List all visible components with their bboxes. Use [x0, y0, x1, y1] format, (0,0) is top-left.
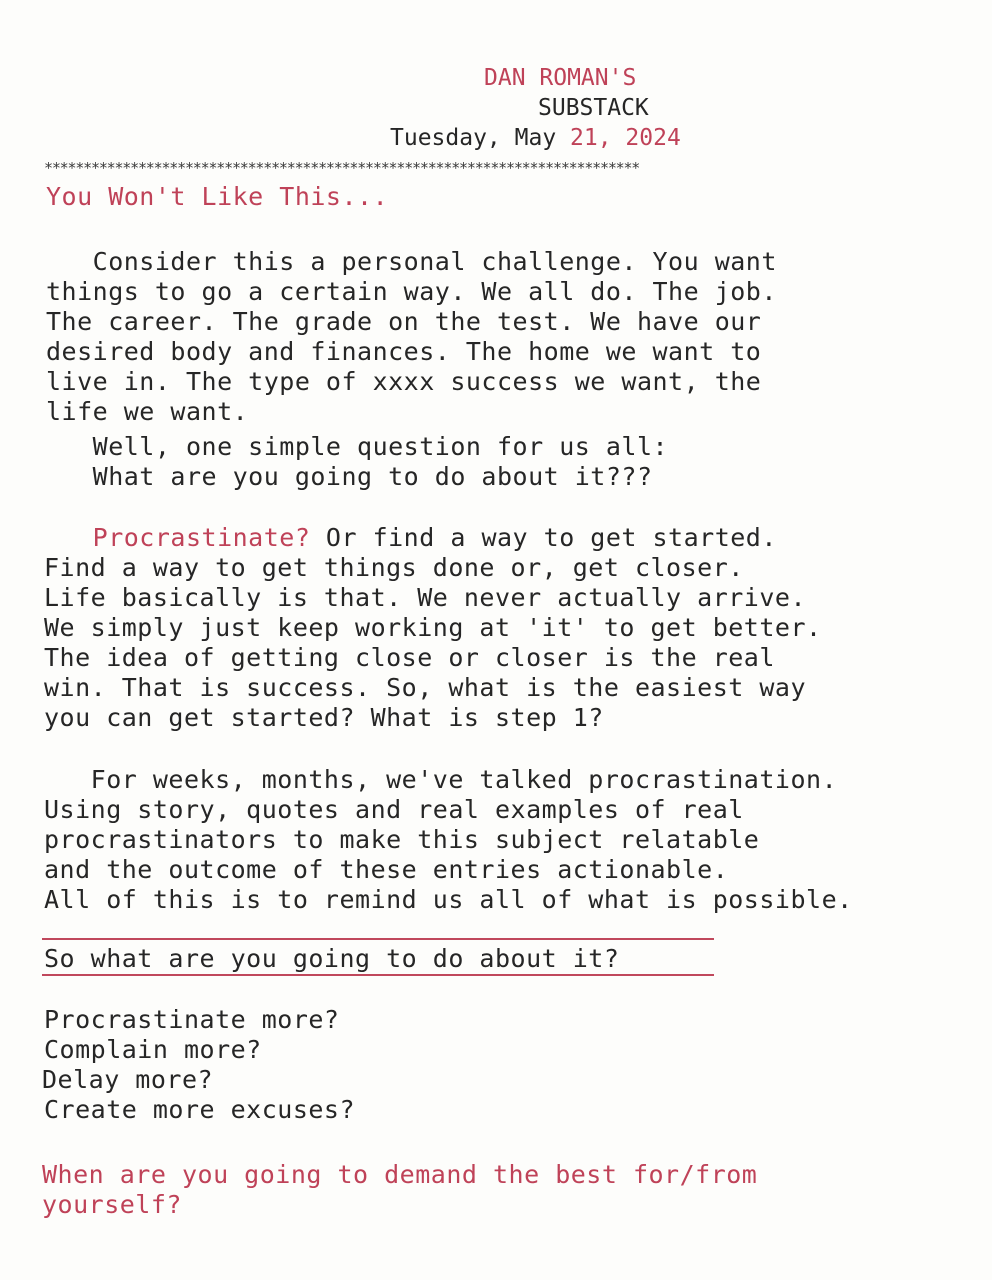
list-item: Delay more? [42, 1065, 214, 1094]
question-top-rule [42, 938, 714, 940]
paragraph-line [46, 523, 777, 553]
paragraph-line: For weeks, months, we've talked procrastination. [44, 765, 838, 794]
paragraph-line: things to go a certain way. We all do. The job. [46, 277, 777, 306]
paragraph-line: live in. The type of xxxx success we want, the [46, 367, 762, 396]
header-author: DAN ROMAN'S [484, 65, 637, 91]
paragraph-line: you can get started? What is step 1? [44, 703, 604, 732]
paragraph-line: We simply just keep working at 'it' to get better. [44, 613, 822, 642]
paragraph-line: Consider this a personal challenge. You want [46, 247, 777, 276]
closing-line: When are you going to demand the best for/from [42, 1160, 758, 1189]
paragraph-line: The idea of getting close or closer is the real [44, 643, 775, 672]
list-item: Create more excuses? [44, 1095, 356, 1124]
paragraph-line: win. That is success. So, what is the easiest way [44, 673, 807, 702]
paragraph-line: The career. The grade on the test. We have our [46, 307, 762, 336]
date-day: 21, 2024 [570, 125, 681, 151]
paragraph-line: life we want. [46, 397, 249, 426]
paragraph-line: Find a way to get things done or, get closer. [44, 553, 744, 582]
paragraph-line: Well, one simple question for us all: [46, 432, 669, 461]
paragraph-line-rest: Or find a way to get started. [310, 523, 777, 552]
question-bottom-rule [42, 974, 714, 976]
paragraph-line: procrastinators to make this subject relatable [44, 825, 760, 854]
list-item: Complain more? [44, 1035, 262, 1064]
procrastinate-highlight: Procrastinate? [92, 523, 311, 552]
paragraph-line: What are you going to do about it??? [46, 462, 653, 491]
paragraph-line: All of this is to remind us all of what is possible. [44, 885, 853, 914]
paragraph-line: and the outcome of these entries actionable. [44, 855, 729, 884]
header-date [390, 124, 681, 152]
closing-line: yourself? [42, 1190, 182, 1219]
paragraph-line: Life basically is that. We never actually arrive. [44, 583, 807, 612]
header-publication: SUBSTACK [538, 95, 649, 121]
article-title: You Won't Like This... [46, 182, 389, 211]
paragraph-line: Using story, quotes and real examples of real [44, 795, 744, 824]
list-item: Procrastinate more? [44, 1005, 340, 1034]
asterisk-divider: **************************************************************************** [44, 159, 640, 177]
date-weekday: Tuesday, May [390, 125, 571, 151]
paragraph-line: desired body and finances. The home we want to [46, 337, 762, 366]
key-question: So what are you going to do about it? [44, 944, 620, 973]
